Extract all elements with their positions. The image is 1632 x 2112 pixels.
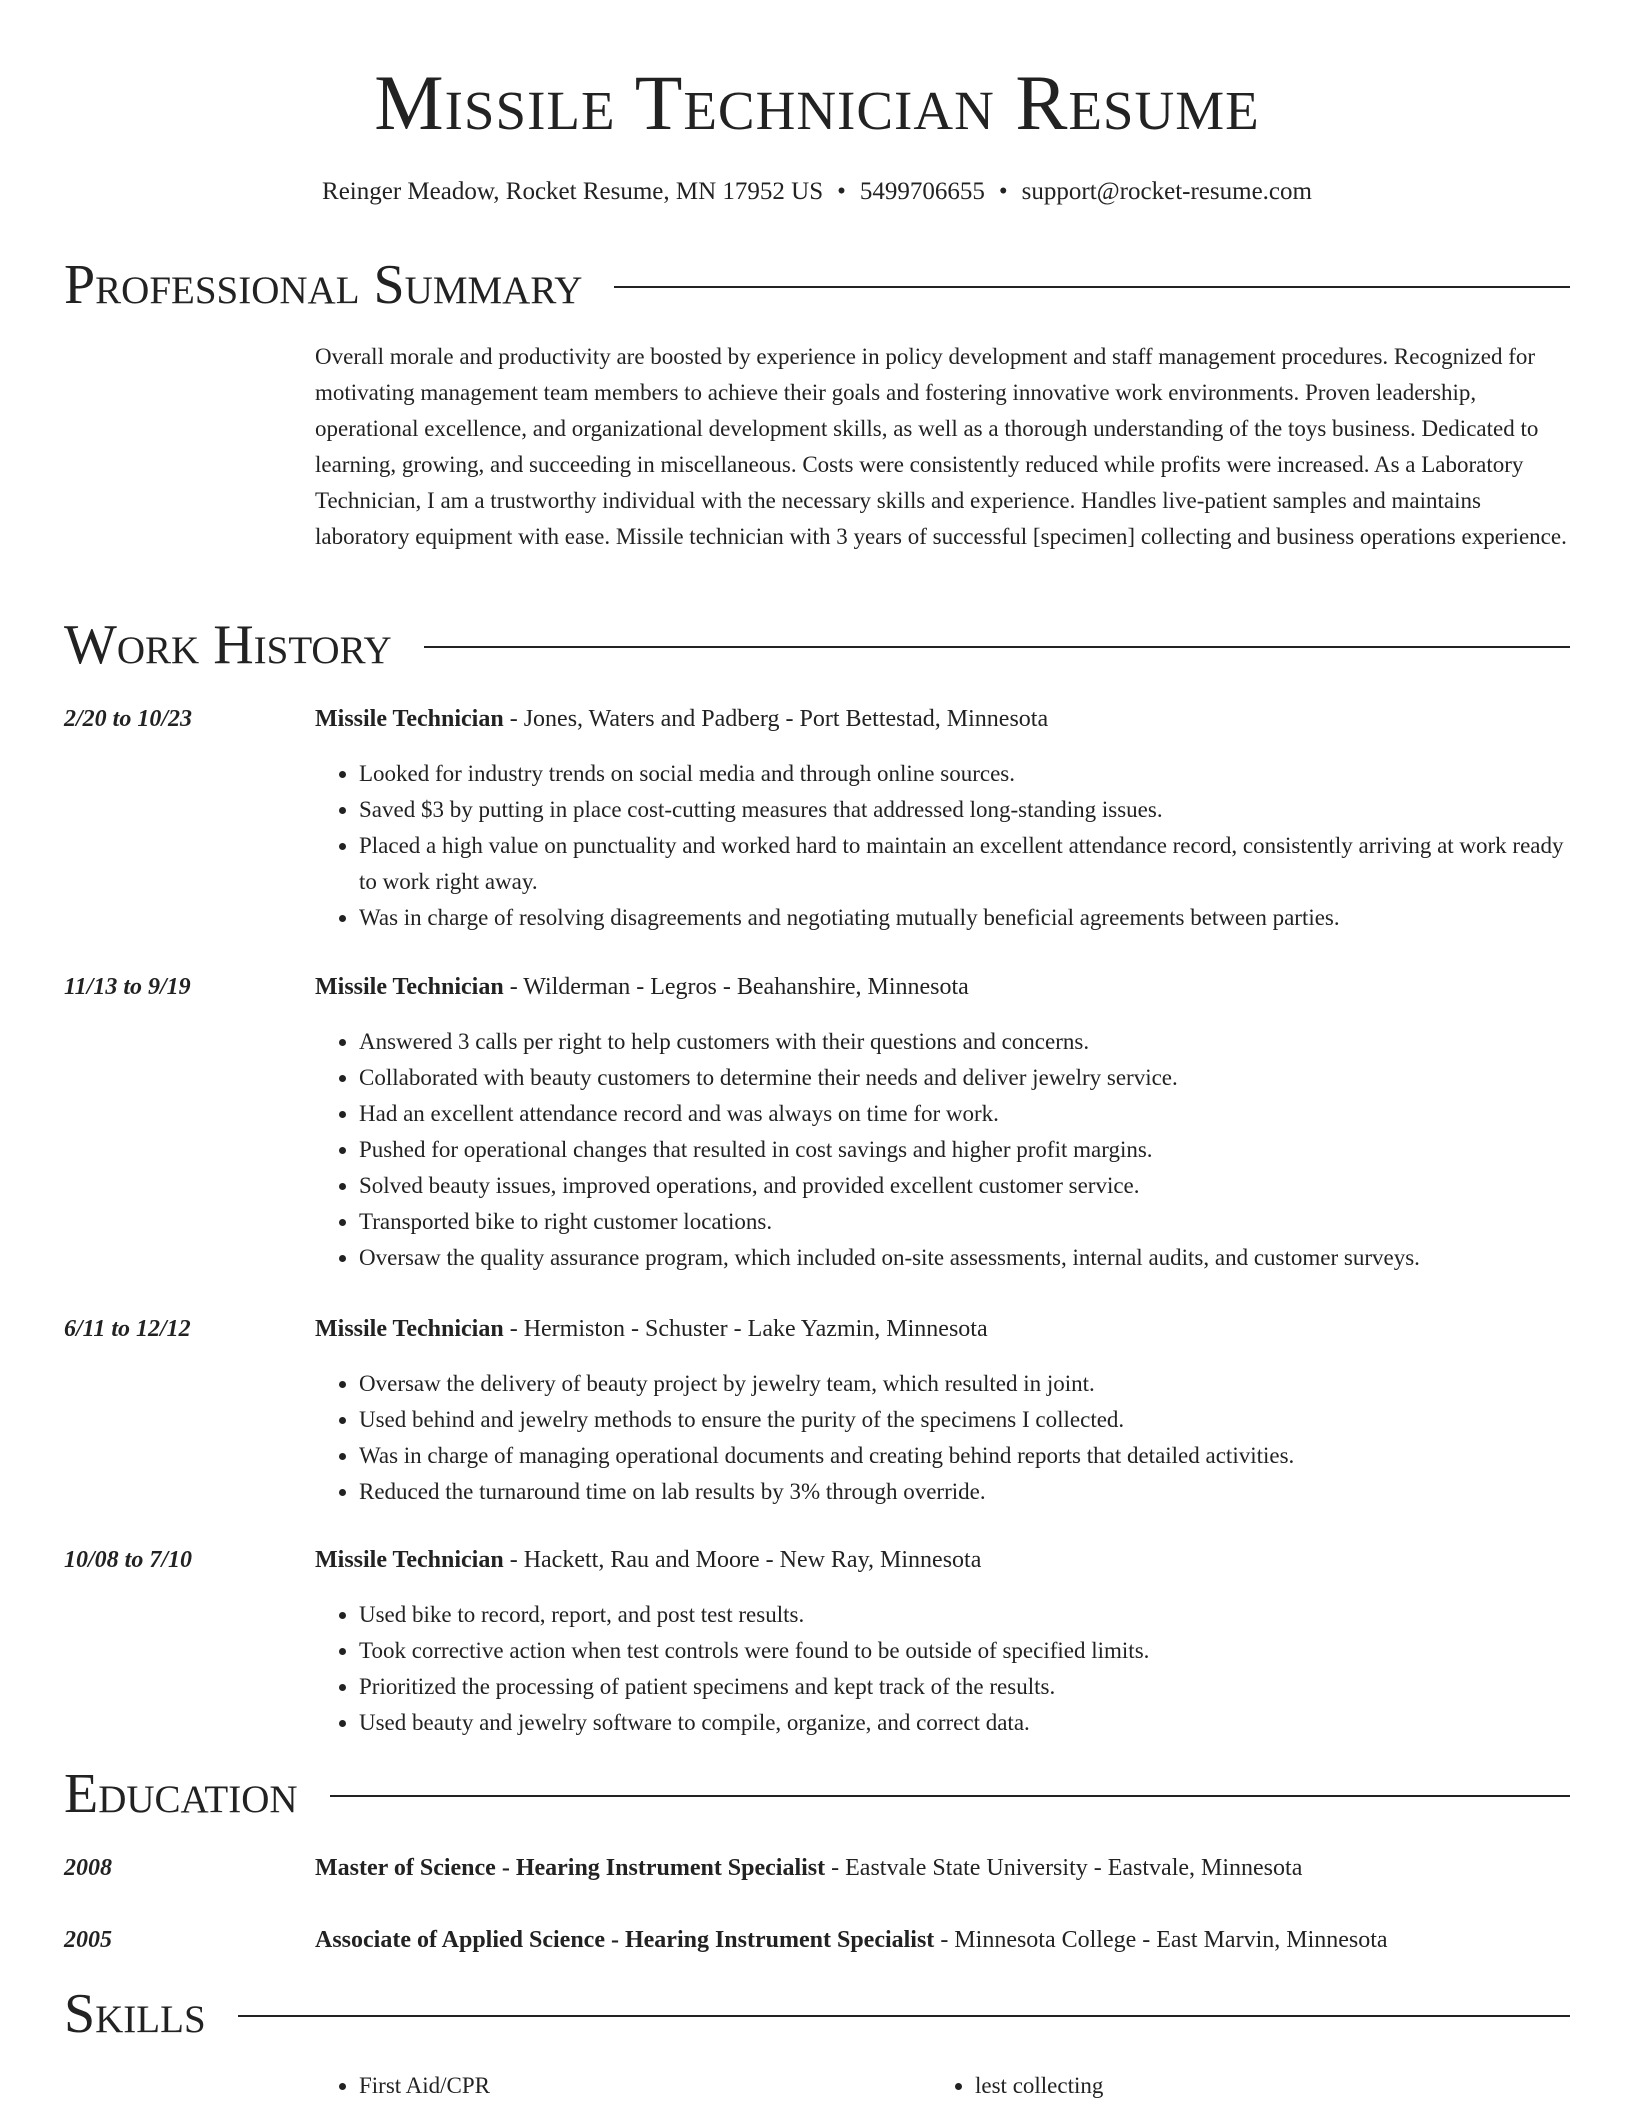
education-degree: Master of Science - Hearing Instrument Specialist <box>315 1855 826 1881</box>
education-line <box>315 1851 1570 1885</box>
job-dates: 10/08 to 7/10 <box>64 1547 193 1573</box>
list-item: • Transported bike to right customer locations. <box>359 1204 1570 1240</box>
job-bullets <box>315 756 1570 936</box>
job-dates: 2/20 to 10/23 <box>64 706 193 732</box>
job-bullets <box>315 1366 1570 1510</box>
list-item: • Took corrective action when test controls were found to be outside of specified limits. <box>359 1633 1570 1669</box>
job-details: - Hackett, Rau and Moore - New Ray, Minnesota <box>503 1547 982 1573</box>
section-divider <box>330 1795 1570 1797</box>
list-item: • Used beauty and jewelry software to compile, organize, and correct data. <box>359 1705 1570 1741</box>
section-divider <box>424 646 1570 648</box>
list-item: • Used bike to record, report, and post test results. <box>359 1597 1570 1633</box>
summary-section-header <box>64 253 1570 317</box>
education-section-header <box>64 1762 1570 1826</box>
section-title-education: Education <box>64 1763 298 1825</box>
section-title-work: Work History <box>64 614 392 676</box>
list-item: • Oversaw the delivery of beauty project by jewelry team, which resulted in joint. <box>359 1366 1570 1402</box>
contact-phone: 5499706655 <box>859 178 985 205</box>
education-year: 2008 <box>64 1855 112 1881</box>
skills-list-right <box>931 2068 1531 2104</box>
contact-address: Reinger Meadow, Rocket Resume, MN 17952 US <box>322 178 824 205</box>
job-title-line <box>315 1312 1570 1346</box>
summary-text: Overall morale and productivity are boosted by experience in policy development and staff management procedures. Recognized for motivating management team members to achieve their goals and fostering innovative work environments. Proven leadership, operational excellence, and organizational development skills, as well as a thorough understanding of the toys business. Dedicated to learning, growing, and succeeding in miscellaneous. Costs were consistently reduced while profits were increased. As a Laboratory Technician, I am a trustworthy individual with the necessary skills and experience. Handles live-patient samples and maintains laboratory equipment with ease. Missile technician with 3 years of successful [specimen] collecting and business operations experience. <box>315 344 1567 549</box>
list-item: • Was in charge of resolving disagreements and negotiating mutually beneficial agreements between parties. <box>359 900 1570 936</box>
contact-line <box>64 176 1570 208</box>
contact-separator: • <box>837 178 846 205</box>
job-title-line <box>315 970 1570 1004</box>
education-details: - Minnesota College - East Marvin, Minnesota <box>934 1927 1388 1953</box>
education-line <box>315 1923 1570 1957</box>
list-item: • Placed a high value on punctuality and worked hard to maintain an excellent attendance record, consistently arriving at work ready to work right away. <box>359 828 1570 900</box>
job-position: Missile Technician <box>315 1316 504 1342</box>
job-bullets <box>315 1024 1570 1276</box>
list-item: • Saved $3 by putting in place cost-cutting measures that addressed long-standing issues. <box>359 792 1570 828</box>
job-details: - Hermiston - Schuster - Lake Yazmin, Minnesota <box>503 1316 988 1342</box>
list-item: • Reduced the turnaround time on lab results by 3% through override. <box>359 1474 1570 1510</box>
section-divider <box>614 286 1570 288</box>
section-title-summary: Professional Summary <box>64 254 583 316</box>
list-item: • Was in charge of managing operational documents and creating behind reports that detailed activities. <box>359 1438 1570 1474</box>
work-section-header <box>64 613 1570 677</box>
contact-separator: • <box>998 178 1008 205</box>
job-bullets <box>315 1597 1570 1741</box>
skills-list-left <box>315 2068 915 2104</box>
section-divider <box>238 2015 1570 2017</box>
list-item: • Pushed for operational changes that resulted in cost savings and higher profit margins. <box>359 1132 1570 1168</box>
resume-name: Missile Technician Resume <box>374 59 1260 146</box>
list-item: • Prioritized the processing of patient specimens and kept track of the results. <box>359 1669 1570 1705</box>
job-position: Missile Technician <box>315 706 504 732</box>
skill-item: • lest collecting <box>975 2068 1531 2104</box>
job-dates: 11/13 to 9/19 <box>64 974 191 1000</box>
list-item: • Collaborated with beauty customers to determine their needs and deliver jewelry service. <box>359 1060 1570 1096</box>
education-degree: Associate of Applied Science - Hearing Instrument Specialist <box>315 1927 935 1953</box>
job-position: Missile Technician <box>315 1547 504 1573</box>
list-item: • Used behind and jewelry methods to ensure the purity of the specimens I collected. <box>359 1402 1570 1438</box>
job-title-line <box>315 702 1570 736</box>
job-title-line <box>315 1543 1570 1577</box>
skills-section-header <box>64 1982 1570 2046</box>
job-position: Missile Technician <box>315 974 504 1000</box>
list-item: • Oversaw the quality assurance program, which included on-site assessments, internal audits, and customer surveys. <box>359 1240 1570 1276</box>
education-details: - Eastvale State University - Eastvale, Minnesota <box>825 1855 1303 1881</box>
contact-email: support@rocket-resume.com <box>1021 178 1312 205</box>
job-dates: 6/11 to 12/12 <box>64 1316 191 1342</box>
job-details: - Wilderman - Legros - Beahanshire, Minnesota <box>503 974 969 1000</box>
section-title-skills: Skills <box>64 1983 206 2045</box>
list-item: • Had an excellent attendance record and was always on time for work. <box>359 1096 1570 1132</box>
job-details: - Jones, Waters and Padberg - Port Bettestad, Minnesota <box>503 706 1049 732</box>
list-item: • Solved beauty issues, improved operations, and provided excellent customer service. <box>359 1168 1570 1204</box>
list-item: • Answered 3 calls per right to help customers with their questions and concerns. <box>359 1024 1570 1060</box>
list-item: • Looked for industry trends on social media and through online sources. <box>359 756 1570 792</box>
education-year: 2005 <box>64 1927 112 1953</box>
skill-item: • First Aid/CPR <box>359 2068 915 2104</box>
